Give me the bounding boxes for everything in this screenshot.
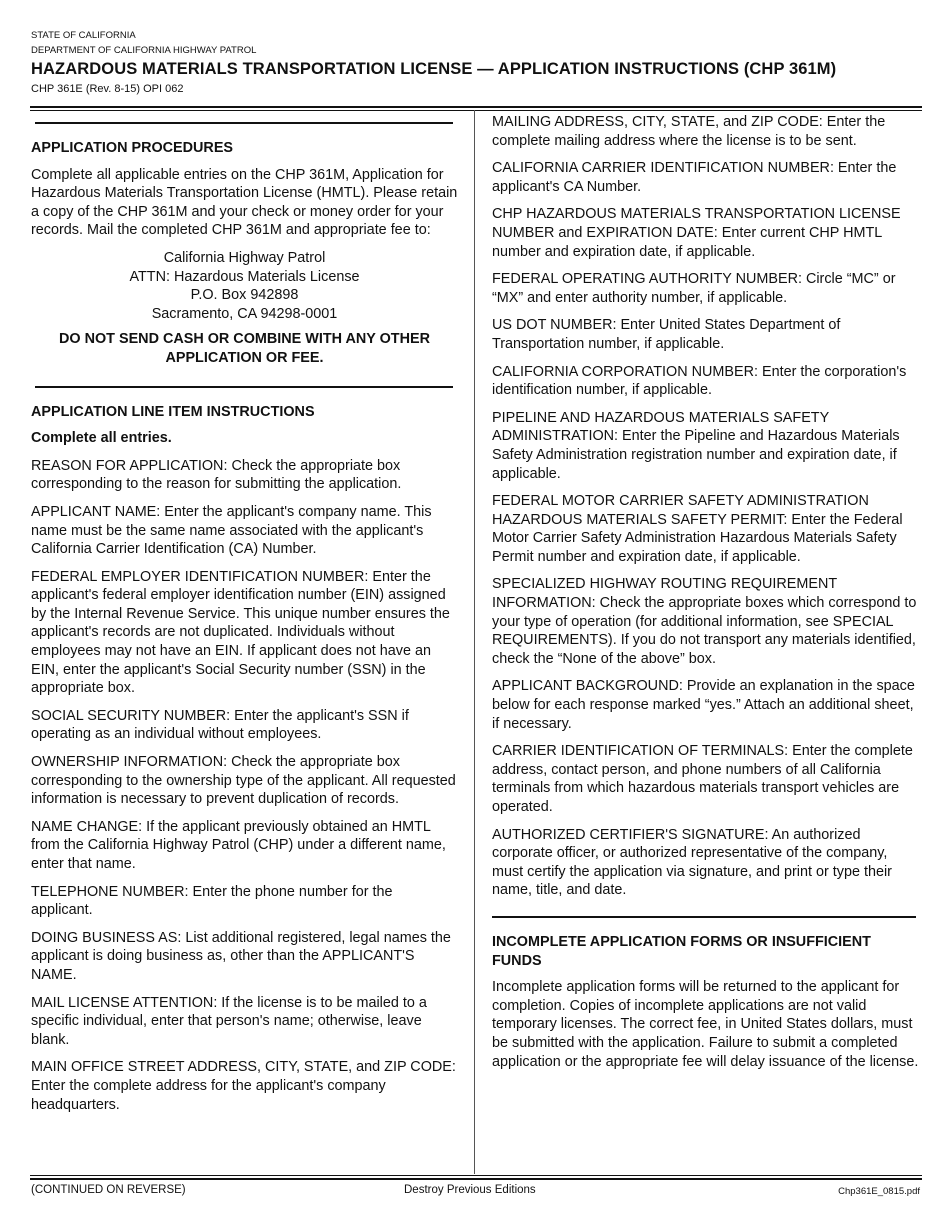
section-rule (35, 386, 453, 388)
form-id: CHP 361E (Rev. 8-15) OPI 062 (31, 83, 184, 95)
instruction-item: PIPELINE AND HAZARDOUS MATERIALS SAFETY ADMINISTRATION: Enter the Pipeline and Hazardous Materials Safety Administration registration number and expiration date, if applicable. (492, 409, 900, 482)
instruction-item: AUTHORIZED CERTIFIER'S SIGNATURE: An authorized corporate officer, or authorized representative of the company, must certify the application via signature, and print or type their name, title, and date. (492, 826, 892, 899)
page-title: HAZARDOUS MATERIALS TRANSPORTATION LICENSE — APPLICATION INSTRUCTIONS (CHP 361M) (31, 60, 837, 78)
form-header (31, 28, 920, 98)
instruction-item: MAIN OFFICE STREET ADDRESS, CITY, STATE, and ZIP CODE: Enter the complete address for the applicant's company headquarters. (31, 1059, 456, 1113)
column-divider (474, 110, 475, 1174)
line-items-subheading: Complete all entries. (31, 430, 172, 447)
procedures-intro: Complete all applicable entries on the CHP 361M, Application for Hazardous Materials Transportation License (HMTL). Please retain a copy of the CHP 361M and your check or money order for your records. Mail the completed CHP 361M and appropriate fee to: (31, 166, 458, 239)
left-column (31, 113, 458, 1123)
instruction-item: TELEPHONE NUMBER: Enter the phone number for the applicant. (31, 883, 393, 919)
instruction-item: FEDERAL OPERATING AUTHORITY NUMBER: Circle “MC” or “MX” and enter authority number, if applicable. (492, 271, 896, 306)
footer-rule (30, 1175, 922, 1180)
instruction-item: CARRIER IDENTIFICATION OF TERMINALS: Enter the complete address, contact person, and phone numbers of all California terminals from which hazardous materials transport vehicles are operated. (492, 743, 913, 815)
continued-note: (CONTINUED ON REVERSE) (31, 1184, 186, 1196)
instruction-item: REASON FOR APPLICATION: Check the appropriate box corresponding to the reason for submitting the application. (31, 457, 402, 493)
cash-warning: DO NOT SEND CASH OR COMBINE WITH ANY OTHER APPLICATION OR FEE. (59, 331, 430, 366)
instruction-item: SPECIALIZED HIGHWAY ROUTING REQUIREMENT INFORMATION: Check the appropriate boxes which correspond to your type of operation (for additional information, see SPECIAL REQUIREMENTS). If you do not transport any materials identified, check the “None of the above” box. (492, 576, 917, 667)
section-rule (35, 122, 453, 124)
procedures-heading: APPLICATION PROCEDURES (31, 140, 234, 156)
right-column (492, 113, 920, 1080)
address-line: California Highway Patrol (163, 249, 326, 266)
instruction-item: NAME CHANGE: If the applicant previously obtained an HMTL from the California Highway Patrol (CHP) under a different name, enter that name. (31, 818, 446, 872)
instruction-item: OWNERSHIP INFORMATION: Check the appropriate box corresponding to the ownership type of the applicant. All requested information is necessary to prevent duplication of records. (31, 754, 456, 808)
instruction-item: MAIL LICENSE ATTENTION: If the license is to be mailed to a specific individual, enter that person's name; otherwise, leave blank. (31, 994, 427, 1048)
destroy-note: Destroy Previous Editions (404, 1184, 536, 1196)
incomplete-body: Incomplete application forms will be returned to the applicant for completion. Copies of incomplete applications are not valid temporary licenses. The correct fee, in United States dollars, must be submitted with the application. Failure to submit a completed application or the appropriate fee will delay issuance of the license. (492, 979, 919, 1070)
file-name: Chp361E_0815.pdf (838, 1186, 920, 1197)
instruction-item: CHP HAZARDOUS MATERIALS TRANSPORTATION LICENSE NUMBER and EXPIRATION DATE: Enter current CHP HMTL number and expiration date, if applicable. (492, 206, 901, 260)
instruction-item: APPLICANT BACKGROUND: Provide an explanation in the space below for each response marked “yes.” Attach an additional sheet, if necessary. (492, 678, 915, 732)
instruction-item: FEDERAL EMPLOYER IDENTIFICATION NUMBER: Enter the applicant's federal employer identification number (EIN) assigned by the Internal Revenue Service. This unique number ensures the applicant's records are not duplicated. Individuals without employees may not have an EIN. If applicant does not have an EIN, enter the applicant's Social Security number (SSN) in the appropriate box. (31, 568, 450, 697)
section-rule (492, 916, 916, 918)
instruction-item: APPLICANT NAME: Enter the applicant's company name. This name must be the same name associated with the applicant's California Carrier Identification (CA) Number. (31, 503, 432, 558)
mailing-address (31, 249, 458, 323)
incomplete-heading: INCOMPLETE APPLICATION FORMS OR INSUFFICIENT FUNDS (492, 933, 871, 969)
instruction-item: MAILING ADDRESS, CITY, STATE, and ZIP CODE: Enter the complete mailing address where the license is to be sent. (492, 114, 886, 149)
instruction-item: FEDERAL MOTOR CARRIER SAFETY ADMINISTRATION HAZARDOUS MATERIALS SAFETY PERMIT: Enter the Federal Motor Carrier Safety Administration Hazardous Materials Safety Permit number and expiration date, if applicable. (492, 493, 903, 565)
address-line: P.O. Box 942898 (190, 287, 299, 304)
instruction-item: SOCIAL SECURITY NUMBER: Enter the applicant's SSN if operating as an individual without employees. (31, 707, 409, 743)
line-items-heading: APPLICATION LINE ITEM INSTRUCTIONS (31, 403, 315, 420)
department-label: DEPARTMENT OF CALIFORNIA HIGHWAY PATROL (31, 45, 257, 56)
address-line: ATTN: Hazardous Materials License (129, 268, 360, 285)
instruction-item: US DOT NUMBER: Enter United States Department of Transportation number, if applicable. (492, 317, 841, 352)
instruction-item: CALIFORNIA CARRIER IDENTIFICATION NUMBER: Enter the applicant's CA Number. (492, 160, 897, 195)
address-line: Sacramento, CA 94298-0001 (151, 305, 338, 322)
state-label: STATE OF CALIFORNIA (31, 30, 136, 41)
instruction-item: DOING BUSINESS AS: List additional registered, legal names the applicant is doing business as, other than the APPLICANT'S NAME. (31, 929, 451, 983)
instruction-item: CALIFORNIA CORPORATION NUMBER: Enter the corporation's identification number, if applicable. (492, 363, 907, 399)
header-rule (30, 106, 922, 111)
